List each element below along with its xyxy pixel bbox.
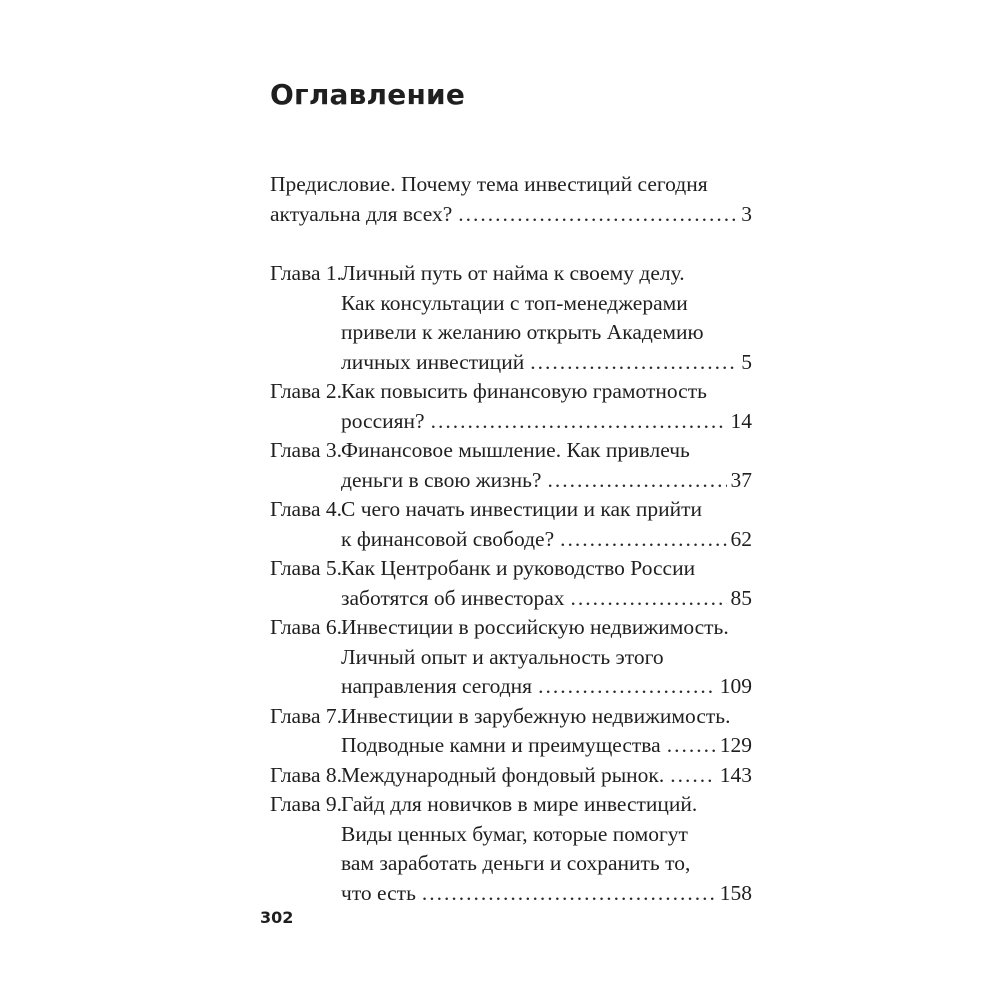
toc-entry [270, 259, 752, 377]
chapter-title-line [341, 820, 752, 850]
toc-last-row [341, 761, 752, 791]
toc-line [270, 525, 752, 555]
chapter-title-line [341, 761, 752, 791]
toc-entry [270, 613, 752, 702]
entry-title-text: Гайд для новичков в мире инвестиций. [341, 792, 698, 816]
toc-line [270, 495, 752, 525]
toc-list [270, 170, 752, 908]
toc-line [270, 731, 752, 761]
toc-line [270, 672, 752, 702]
chapter-title-line [341, 731, 752, 761]
toc-line [270, 466, 752, 496]
chapter-title-line [341, 436, 752, 466]
toc-line [270, 849, 752, 879]
toc-line [270, 761, 752, 791]
chapter-title-line [341, 259, 752, 289]
dot-leader [667, 731, 716, 761]
section-gap [270, 229, 752, 259]
toc-line [270, 790, 752, 820]
entry-title-text: Финансовое мышление. Как привлечь [341, 438, 690, 462]
dot-leader [431, 407, 727, 437]
toc-line [270, 407, 752, 437]
chapter-title-line [341, 702, 752, 732]
toc-line [270, 200, 752, 230]
entry-title-text: Как консультации с топ-менеджерами [341, 290, 688, 315]
chapter-title-line [341, 289, 752, 319]
entry-title-text: Международный фондовый рынок. [341, 762, 665, 787]
toc-last-row [341, 466, 752, 496]
entry-title-text: что есть [341, 880, 416, 905]
chapter-number: Глава 7. [270, 703, 342, 728]
toc-last-row [341, 348, 752, 378]
dot-leader [547, 466, 726, 496]
entry-title-text: С чего начать инвестиции и как прийти [341, 497, 703, 521]
entry-title-text: заботятся об инвесторах [341, 585, 565, 610]
chapter-number: Глава 6. [270, 615, 342, 639]
chapter-title-line [341, 613, 752, 643]
entry-title-text: личных инвестиций [341, 349, 525, 374]
page-number: 302 [260, 908, 294, 927]
entry-title-text: Предисловие. Почему тема инвестиций сегодня [270, 172, 708, 196]
toc-entry [270, 790, 752, 908]
chapter-title-line [341, 584, 752, 614]
toc-last-row [270, 200, 752, 230]
entry-title-text: деньги в свою жизнь? [341, 467, 542, 492]
toc-line [270, 259, 752, 289]
chapter-title-line [341, 318, 752, 348]
toc-line [270, 613, 752, 643]
chapter-number: Глава 8. [270, 762, 342, 787]
chapter-title-line [341, 466, 752, 496]
entry-title-text: направления сегодня [341, 674, 533, 698]
toc-line [270, 584, 752, 614]
toc-line [270, 643, 752, 673]
toc-entry [270, 554, 752, 613]
toc-line [270, 554, 752, 584]
toc-entry [270, 702, 752, 761]
toc-entry [270, 495, 752, 554]
chapter-number: Глава 5. [270, 556, 342, 580]
toc-line [270, 377, 752, 407]
chapter-number: Глава 9. [270, 792, 342, 816]
entry-title-text: Виды ценных бумаг, которые помогут [341, 821, 688, 846]
page-ref: 5 [741, 349, 752, 374]
toc-last-row [341, 672, 752, 702]
chapter-title-line [341, 554, 752, 584]
page-ref: 158 [719, 880, 752, 905]
toc-entry [270, 436, 752, 495]
toc-line [270, 289, 752, 319]
entry-title-text: Инвестиции в российскую недвижимость. [341, 615, 729, 639]
page-ref: 109 [719, 674, 752, 698]
entry-title-text: привели к желанию открыть Академию [341, 320, 704, 344]
entry-title-text: Подводные камни и преимущества [341, 733, 661, 757]
page-ref: 37 [730, 467, 752, 492]
toc-entry-preface [270, 170, 752, 229]
page-ref: 129 [719, 733, 752, 757]
toc-last-row [341, 525, 752, 555]
dot-leader [422, 879, 716, 909]
chapter-title-line [341, 348, 752, 378]
chapter-title-line [341, 643, 752, 673]
chapter-title-line [341, 377, 752, 407]
entry-title-text: Как Центробанк и руководство России [341, 556, 696, 580]
page-ref: 85 [730, 585, 752, 610]
chapter-title-line [341, 790, 752, 820]
toc-line [270, 820, 752, 850]
toc-last-row [341, 731, 752, 761]
toc-line [270, 879, 752, 909]
page-ref: 3 [741, 201, 752, 226]
toc-line [270, 318, 752, 348]
toc-line [270, 702, 752, 732]
chapter-title-line [341, 849, 752, 879]
chapter-title-line [341, 672, 752, 702]
dot-leader [571, 584, 727, 614]
entry-title-text: к финансовой свободе? [341, 526, 555, 551]
dot-leader [530, 348, 737, 378]
chapter-title-line [341, 495, 752, 525]
toc-last-row [341, 584, 752, 614]
chapter-title-line [341, 525, 752, 555]
toc-line [270, 348, 752, 378]
toc-line [270, 170, 752, 200]
page-ref: 62 [730, 526, 752, 551]
chapter-title-line [341, 879, 752, 909]
page-ref: 14 [730, 408, 752, 433]
page-ref: 143 [719, 762, 752, 787]
toc-entry [270, 377, 752, 436]
entry-title-text: Личный опыт и актуальность этого [341, 644, 664, 669]
dot-leader [670, 761, 716, 791]
entry-title-text: вам заработать деньги и сохранить то, [341, 851, 691, 875]
chapter-number: Глава 1. [270, 261, 342, 285]
toc-last-row [341, 879, 752, 909]
entry-title-text: россиян? [341, 408, 425, 433]
entry-title-text: Как повысить финансовую грамотность [341, 379, 707, 403]
chapter-number: Глава 2. [270, 379, 342, 403]
toc-last-row [341, 407, 752, 437]
chapter-number: Глава 3. [270, 438, 342, 462]
page-title: Оглавление [270, 78, 466, 111]
dot-leader [538, 672, 716, 702]
dot-leader [458, 200, 737, 230]
toc-line [270, 436, 752, 466]
dot-leader [560, 525, 726, 555]
entry-title-text: Инвестиции в зарубежную недвижимость. [341, 703, 731, 728]
chapter-number: Глава 4. [270, 497, 342, 521]
entry-title-text: Личный путь от найма к своему делу. [341, 261, 685, 285]
toc-entry [270, 761, 752, 791]
entry-title-text: актуальна для всех? [270, 201, 453, 226]
chapter-title-line [341, 407, 752, 437]
